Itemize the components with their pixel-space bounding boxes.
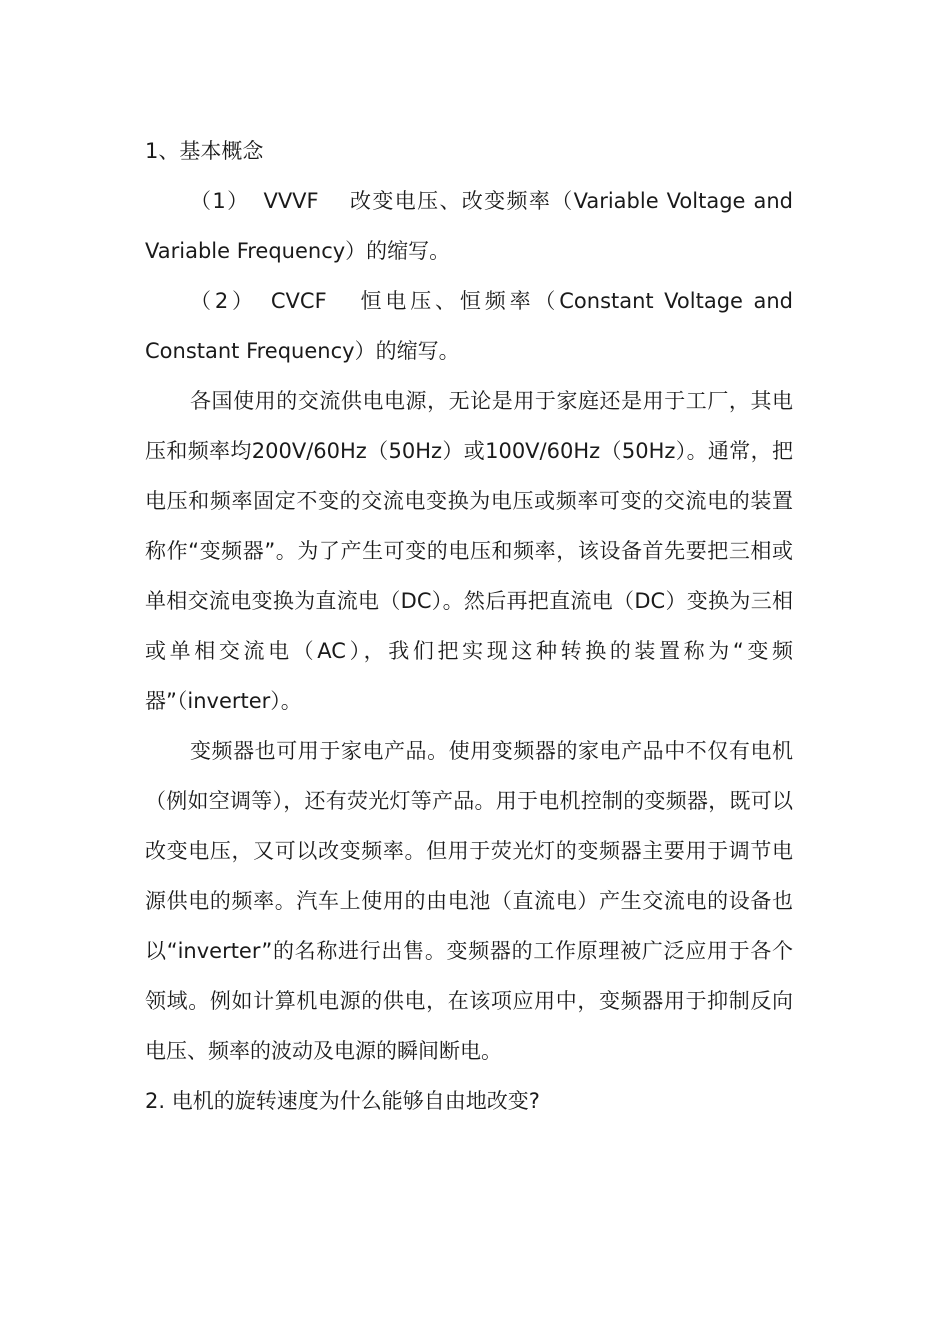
document-body [145, 126, 793, 1126]
item-description: 改变电压、改变频率（Variable Voltage and Variable Frequency）的缩写。 [145, 189, 793, 263]
section-heading-basic-concepts: 1、基本概念 [145, 139, 264, 163]
item-description: 恒电压、恒频率（Constant Voltage and Constant Frequency）的缩写。 [145, 289, 793, 363]
definition-item-vvvf [145, 176, 793, 276]
item-abbreviation: VVVF [263, 189, 319, 213]
paragraph-home-appliances: 变频器也可用于家电产品。使用变频器的家电产品中不仅有电机（例如空调等），还有荧光灯等产品。用于电机控制的变频器，既可以改变电压，又可以改变频率。但用于荧光灯的变频器主要用于调节电源供电的频率。汽车上使用的由电池（直流电）产生交流电的设备也以“inverter”的名称进行出售。变频器的工作原理被广泛应用于各个领域。例如计算机电源的供电，在该项应用中，变频器用于抑制反向电压、频率的波动及电源的瞬间断电。 [145, 739, 793, 1063]
section-heading-motor-speed: 2. 电机的旋转速度为什么能够自由地改变? [145, 1089, 540, 1113]
paragraph-power-supply: 各国使用的交流供电电源，无论是用于家庭还是用于工厂，其电压和频率均200V/60Hz（50Hz）或100V/60Hz（50Hz）。通常，把电压和频率固定不变的交流电变换为电压或频率可变的交流电的装置称作“变频器”。为了产生可变的电压和频率，该设备首先要把三相或单相交流电变换为直流电（DC）。然后再把直流电（DC）变换为三相或单相交流电（AC），我们把实现这种转换的装置称为“变频器”（inverter）。 [145, 389, 793, 713]
item-number: （1） [190, 189, 250, 213]
item-abbreviation: CVCF [270, 289, 327, 313]
item-number: （2） [190, 289, 257, 313]
definition-item-cvcf [145, 276, 793, 376]
